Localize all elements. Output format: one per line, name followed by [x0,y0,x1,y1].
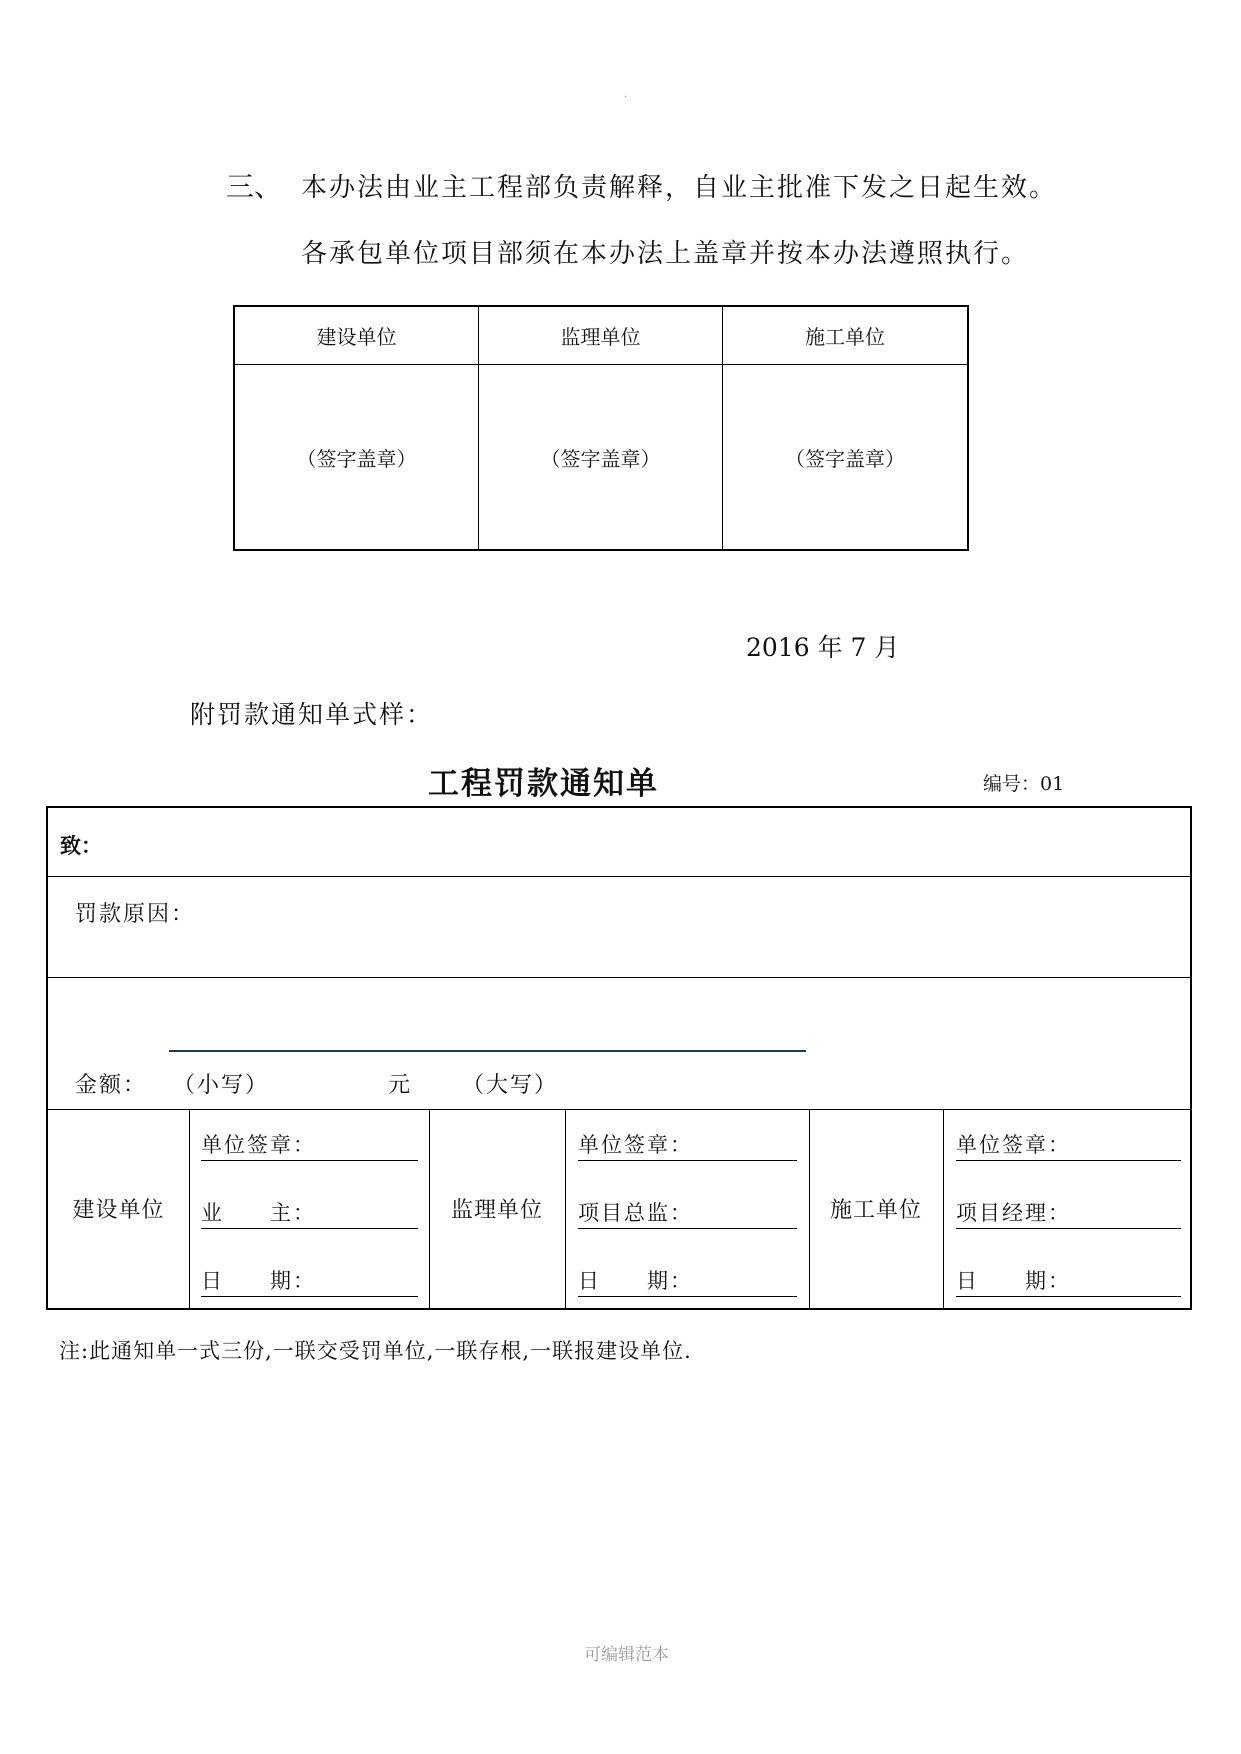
amount-underline [169,1050,806,1052]
supervision-date-field: 日 期： [578,1265,797,1297]
signature-header-construction: 建设单位 [235,307,479,365]
header-mark: · [624,92,628,103]
form-row-to [48,808,1190,877]
amount-yuan-label: 元 [388,1073,413,1098]
signature-cell-construction: （签字盖章） [235,365,479,549]
amount-big-label: （大写） [462,1073,559,1098]
page-footer: 可编辑范本 [584,1645,669,1665]
signature-table [233,305,969,551]
party-label-contractor: 施工单位 [829,1198,922,1223]
divider [189,1109,190,1308]
form-row-amount [48,977,1190,1110]
signature-header-contractor: 施工单位 [723,307,967,365]
signature-cell-contractor: （签字盖章） [785,446,905,471]
form-row-reason [48,876,1190,978]
supervision-director-field: 项目总监： [578,1197,797,1229]
form-serial-number: 编号：01 [983,773,1065,795]
attachment-label: 附罚款通知单式样： [190,700,434,729]
section-line-1: 本办法由业主工程部负责解释，自业主批准下发之日起生效。 [301,173,1058,203]
construction-seal-field: 单位签章： [201,1129,418,1161]
contractor-date-field: 日 期： [956,1265,1181,1297]
supervision-seal-field: 单位签章： [578,1129,797,1161]
party-label-supervision: 监理单位 [450,1198,543,1223]
to-label: 致： [60,834,102,858]
issue-date: 2016 年 7 月 [746,633,900,662]
signature-header-supervision: 监理单位 [479,307,723,365]
divider [565,1109,566,1308]
fine-notice-form [46,806,1192,1310]
form-footnote: 注:此通知单一式三份,一联交受罚单位,一联存根,一联报建设单位. [59,1339,692,1363]
section-number: 三、 [226,170,283,203]
party-label-construction: 建设单位 [72,1198,165,1223]
contractor-seal-field: 单位签章： [956,1129,1181,1161]
divider [943,1109,944,1308]
form-signature-row [48,1109,1190,1308]
section-line-2: 各承包单位项目部须在本办法上盖章并按本办法遵照执行。 [301,239,1030,269]
construction-date-field: 日 期： [201,1265,418,1297]
reason-label: 罚款原因： [75,902,196,927]
construction-owner-field: 业 主： [201,1197,418,1229]
amount-small-label: （小写） [173,1073,270,1098]
signature-cell-supervision: （签字盖章） [479,365,723,549]
contractor-manager-field: 项目经理： [956,1197,1181,1229]
amount-label: 金额： [75,1073,148,1098]
form-title: 工程罚款通知单 [428,766,659,802]
